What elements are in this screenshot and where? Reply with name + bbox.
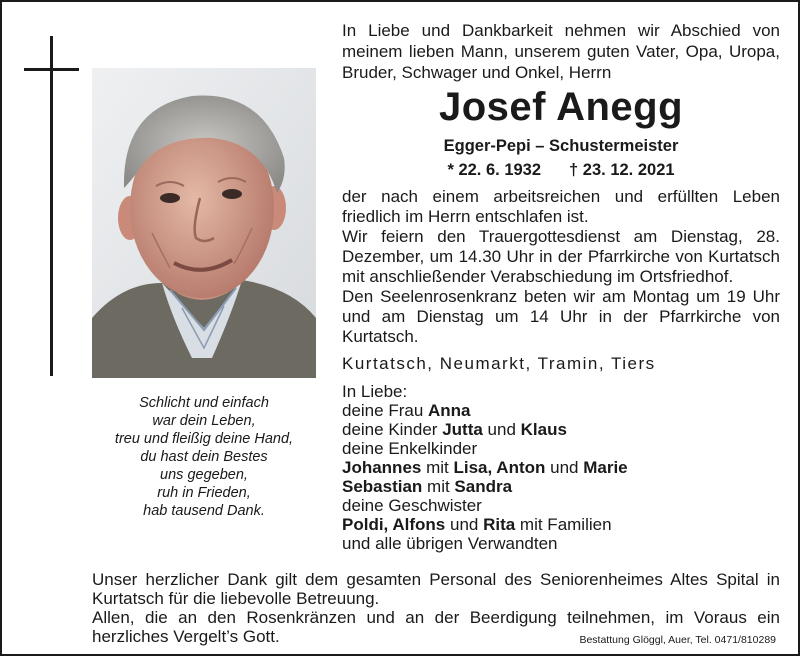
nickname-occupation: Egger-Pepi – Schustermeister xyxy=(443,137,679,155)
body-paragraph: Wir feiern den Trauergottesdienst am Dienstag, 28. Dezember, um 14.30 Uhr in der Pfarrkirche von Kurtatsch mit anschließender Verabschiedung im Ortsfriedhof. xyxy=(342,227,780,286)
family-line-grandchildren-label: deine Enkelkinder xyxy=(342,439,478,458)
life-dates xyxy=(342,159,780,181)
body-paragraph: der nach einem arbeitsreichen und erfüllten Leben friedlich im Herrn entschlafen ist. xyxy=(342,187,780,226)
in-liebe-label: In Liebe: xyxy=(342,382,408,401)
family-line-grandchild-2: Sebastian mit Sandra xyxy=(342,477,513,496)
family-line-grandchild-1: Johannes mit Lisa, Anton und Marie xyxy=(342,458,628,477)
places-line: Kurtatsch, Neumarkt, Tramin, Tiers xyxy=(342,354,656,373)
body-paragraph: Den Seelenrosenkranz beten wir am Montag um 19 Uhr und am Dienstag um 14 Uhr in der Pfarrkirche von Kurtatsch. xyxy=(342,287,780,346)
death-date: † 23. 12. 2021 xyxy=(569,161,675,179)
notice-text-column xyxy=(342,20,780,553)
portrait-photo xyxy=(92,68,316,378)
poem-line: Schlicht und einfach xyxy=(139,395,269,411)
poem-line: du hast dein Bestes xyxy=(140,449,268,465)
poem-line: ruh in Frieden, xyxy=(157,485,251,501)
cross-icon-bar xyxy=(24,68,79,71)
family-line-wife: deine Frau Anna xyxy=(342,401,471,420)
deceased-name: Josef Anegg xyxy=(438,85,684,129)
poem-line: hab tausend Dank. xyxy=(143,503,265,519)
service-details xyxy=(342,187,780,347)
poem-line: treu und fleißig deine Hand, xyxy=(114,431,294,447)
family-list xyxy=(342,382,780,553)
intro-text: In Liebe und Dankbarkeit nehmen wir Abschied von meinem lieben Mann, unserem guten Vater, Opa, Uropa, Bruder, Schwager und Onkel, Herrn xyxy=(342,21,780,82)
family-line-siblings-label: deine Geschwister xyxy=(342,496,482,515)
thanks-paragraph: Unser herzlicher Dank gilt dem gesamten Personal des Seniorenheimes Altes Spital in Kurtatsch für die liebevolle Betreuung. xyxy=(92,570,780,608)
thanks-paragraph: Allen, die an den Rosenkränzen und an der Beerdigung teilnehmen, im Voraus ein herzliches Vergelt’s Gott. xyxy=(92,608,780,646)
birth-date: * 22. 6. 1932 xyxy=(447,161,542,179)
undertaker-credit: Bestattung Glöggl, Auer, Tel. 0471/810289 xyxy=(579,634,776,646)
poem-line: war dein Leben, xyxy=(152,413,256,429)
family-line-siblings: Poldi, Alfons und Rita mit Familien xyxy=(342,515,612,534)
family-line-relatives: und alle übrigen Verwandten xyxy=(342,534,558,553)
family-line-children: deine Kinder Jutta und Klaus xyxy=(342,420,567,439)
memorial-poem xyxy=(92,394,316,520)
cross-icon xyxy=(50,36,53,376)
poem-line: uns gegeben, xyxy=(160,467,248,483)
